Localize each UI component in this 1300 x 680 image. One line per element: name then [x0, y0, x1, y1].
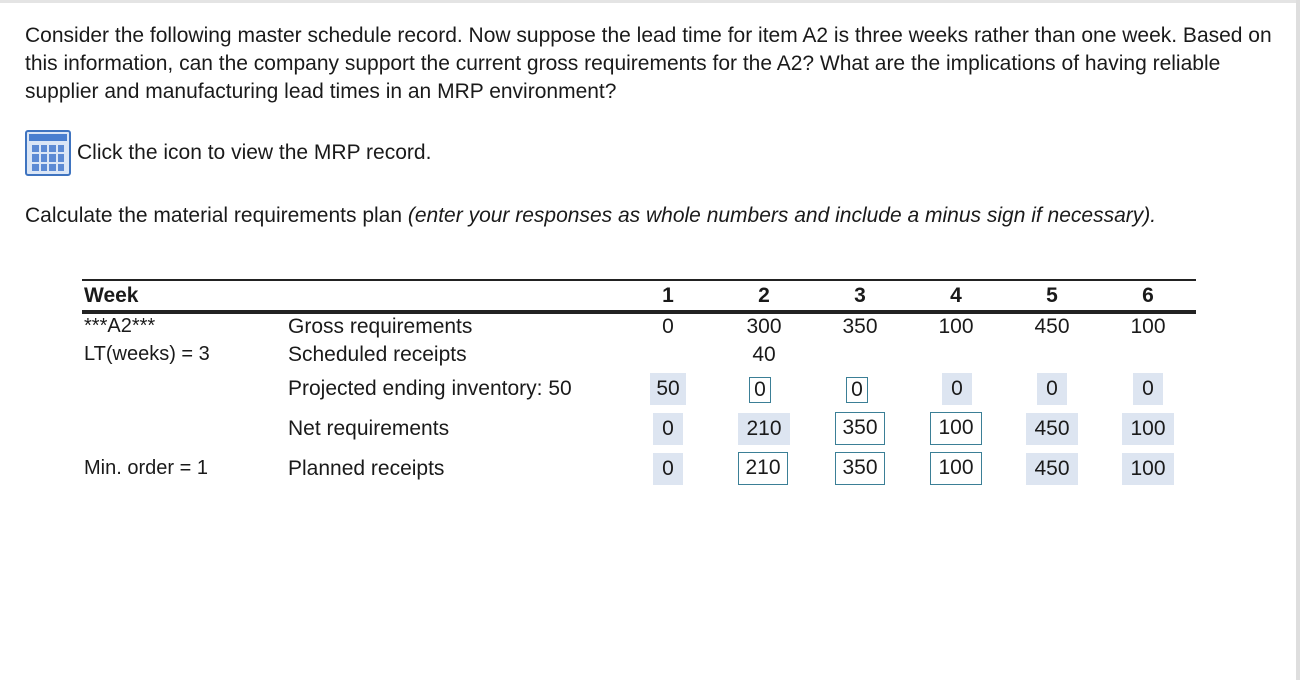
projected-week-4: 0 — [942, 373, 972, 405]
item-name: ***A2*** — [84, 315, 156, 337]
instructions-prefix: Calculate the material requirements plan — [25, 204, 408, 227]
table-top-rule — [82, 279, 1196, 281]
net-week-6: 100 — [1122, 413, 1174, 445]
planned-week-3-input[interactable]: 350 — [835, 452, 885, 485]
instructions — [25, 202, 1205, 229]
question-text: Consider the following master schedule record. Now suppose the lead time for item A2 is three weeks rather than one week. Based on this information, can the company support the current gross requirements for the A2? What are the implications of having reliable supplier and manufacturing lead times in an MRP environment? — [25, 24, 1272, 103]
view-mrp-record-link[interactable] — [25, 130, 431, 176]
net-week-4-input[interactable]: 100 — [930, 412, 982, 445]
mrp-table — [82, 279, 1196, 491]
net-week-2: 210 — [738, 413, 790, 445]
right-scroll-edge — [1296, 0, 1300, 680]
week-1-header: 1 — [662, 284, 674, 307]
gross-week-2: 300 — [746, 315, 782, 338]
gross-week-3: 350 — [842, 315, 878, 338]
planned-week-5: 450 — [1026, 453, 1078, 485]
lead-time: LT(weeks) = 3 — [84, 343, 210, 365]
top-rule — [0, 0, 1296, 3]
scheduled-week-2: 40 — [752, 343, 776, 366]
view-mrp-record-label[interactable]: Click the icon to view the MRP record. — [77, 141, 432, 164]
net-requirements-label: Net requirements — [288, 417, 450, 440]
week-6-header: 6 — [1142, 284, 1154, 307]
calendar-grid-icon[interactable] — [25, 130, 71, 176]
projected-inventory-label: Projected ending inventory: 50 — [288, 377, 572, 400]
week-2-header: 2 — [758, 284, 770, 307]
planned-week-2-input[interactable]: 210 — [738, 452, 788, 485]
planned-receipts-label: Planned receipts — [288, 457, 445, 480]
gross-week-4: 100 — [938, 315, 974, 338]
planned-week-6: 100 — [1122, 453, 1174, 485]
projected-week-2-input[interactable]: 0 — [749, 377, 771, 403]
gross-week-6: 100 — [1130, 315, 1166, 338]
net-week-1: 0 — [653, 413, 683, 445]
net-week-5: 450 — [1026, 413, 1078, 445]
instructions-italic: (enter your responses as whole numbers and include a minus sign if necessary). — [407, 204, 1157, 227]
min-order: Min. order = 1 — [84, 457, 208, 479]
planned-week-4-input[interactable]: 100 — [930, 452, 982, 485]
gross-requirements-label: Gross requirements — [288, 315, 473, 338]
gross-week-5: 450 — [1034, 315, 1070, 338]
week-3-header: 3 — [854, 284, 866, 307]
projected-week-6: 0 — [1133, 373, 1163, 405]
net-week-3-input[interactable]: 350 — [835, 412, 885, 445]
planned-week-1: 0 — [653, 453, 683, 485]
projected-week-5: 0 — [1037, 373, 1067, 405]
scheduled-receipts-label: Scheduled receipts — [288, 343, 467, 366]
week-4-header: 4 — [950, 284, 962, 307]
gross-week-1: 0 — [662, 315, 674, 338]
week-header: Week — [84, 284, 139, 307]
projected-week-1: 50 — [650, 373, 686, 405]
week-5-header: 5 — [1046, 284, 1058, 307]
projected-week-3-input[interactable]: 0 — [846, 377, 868, 403]
